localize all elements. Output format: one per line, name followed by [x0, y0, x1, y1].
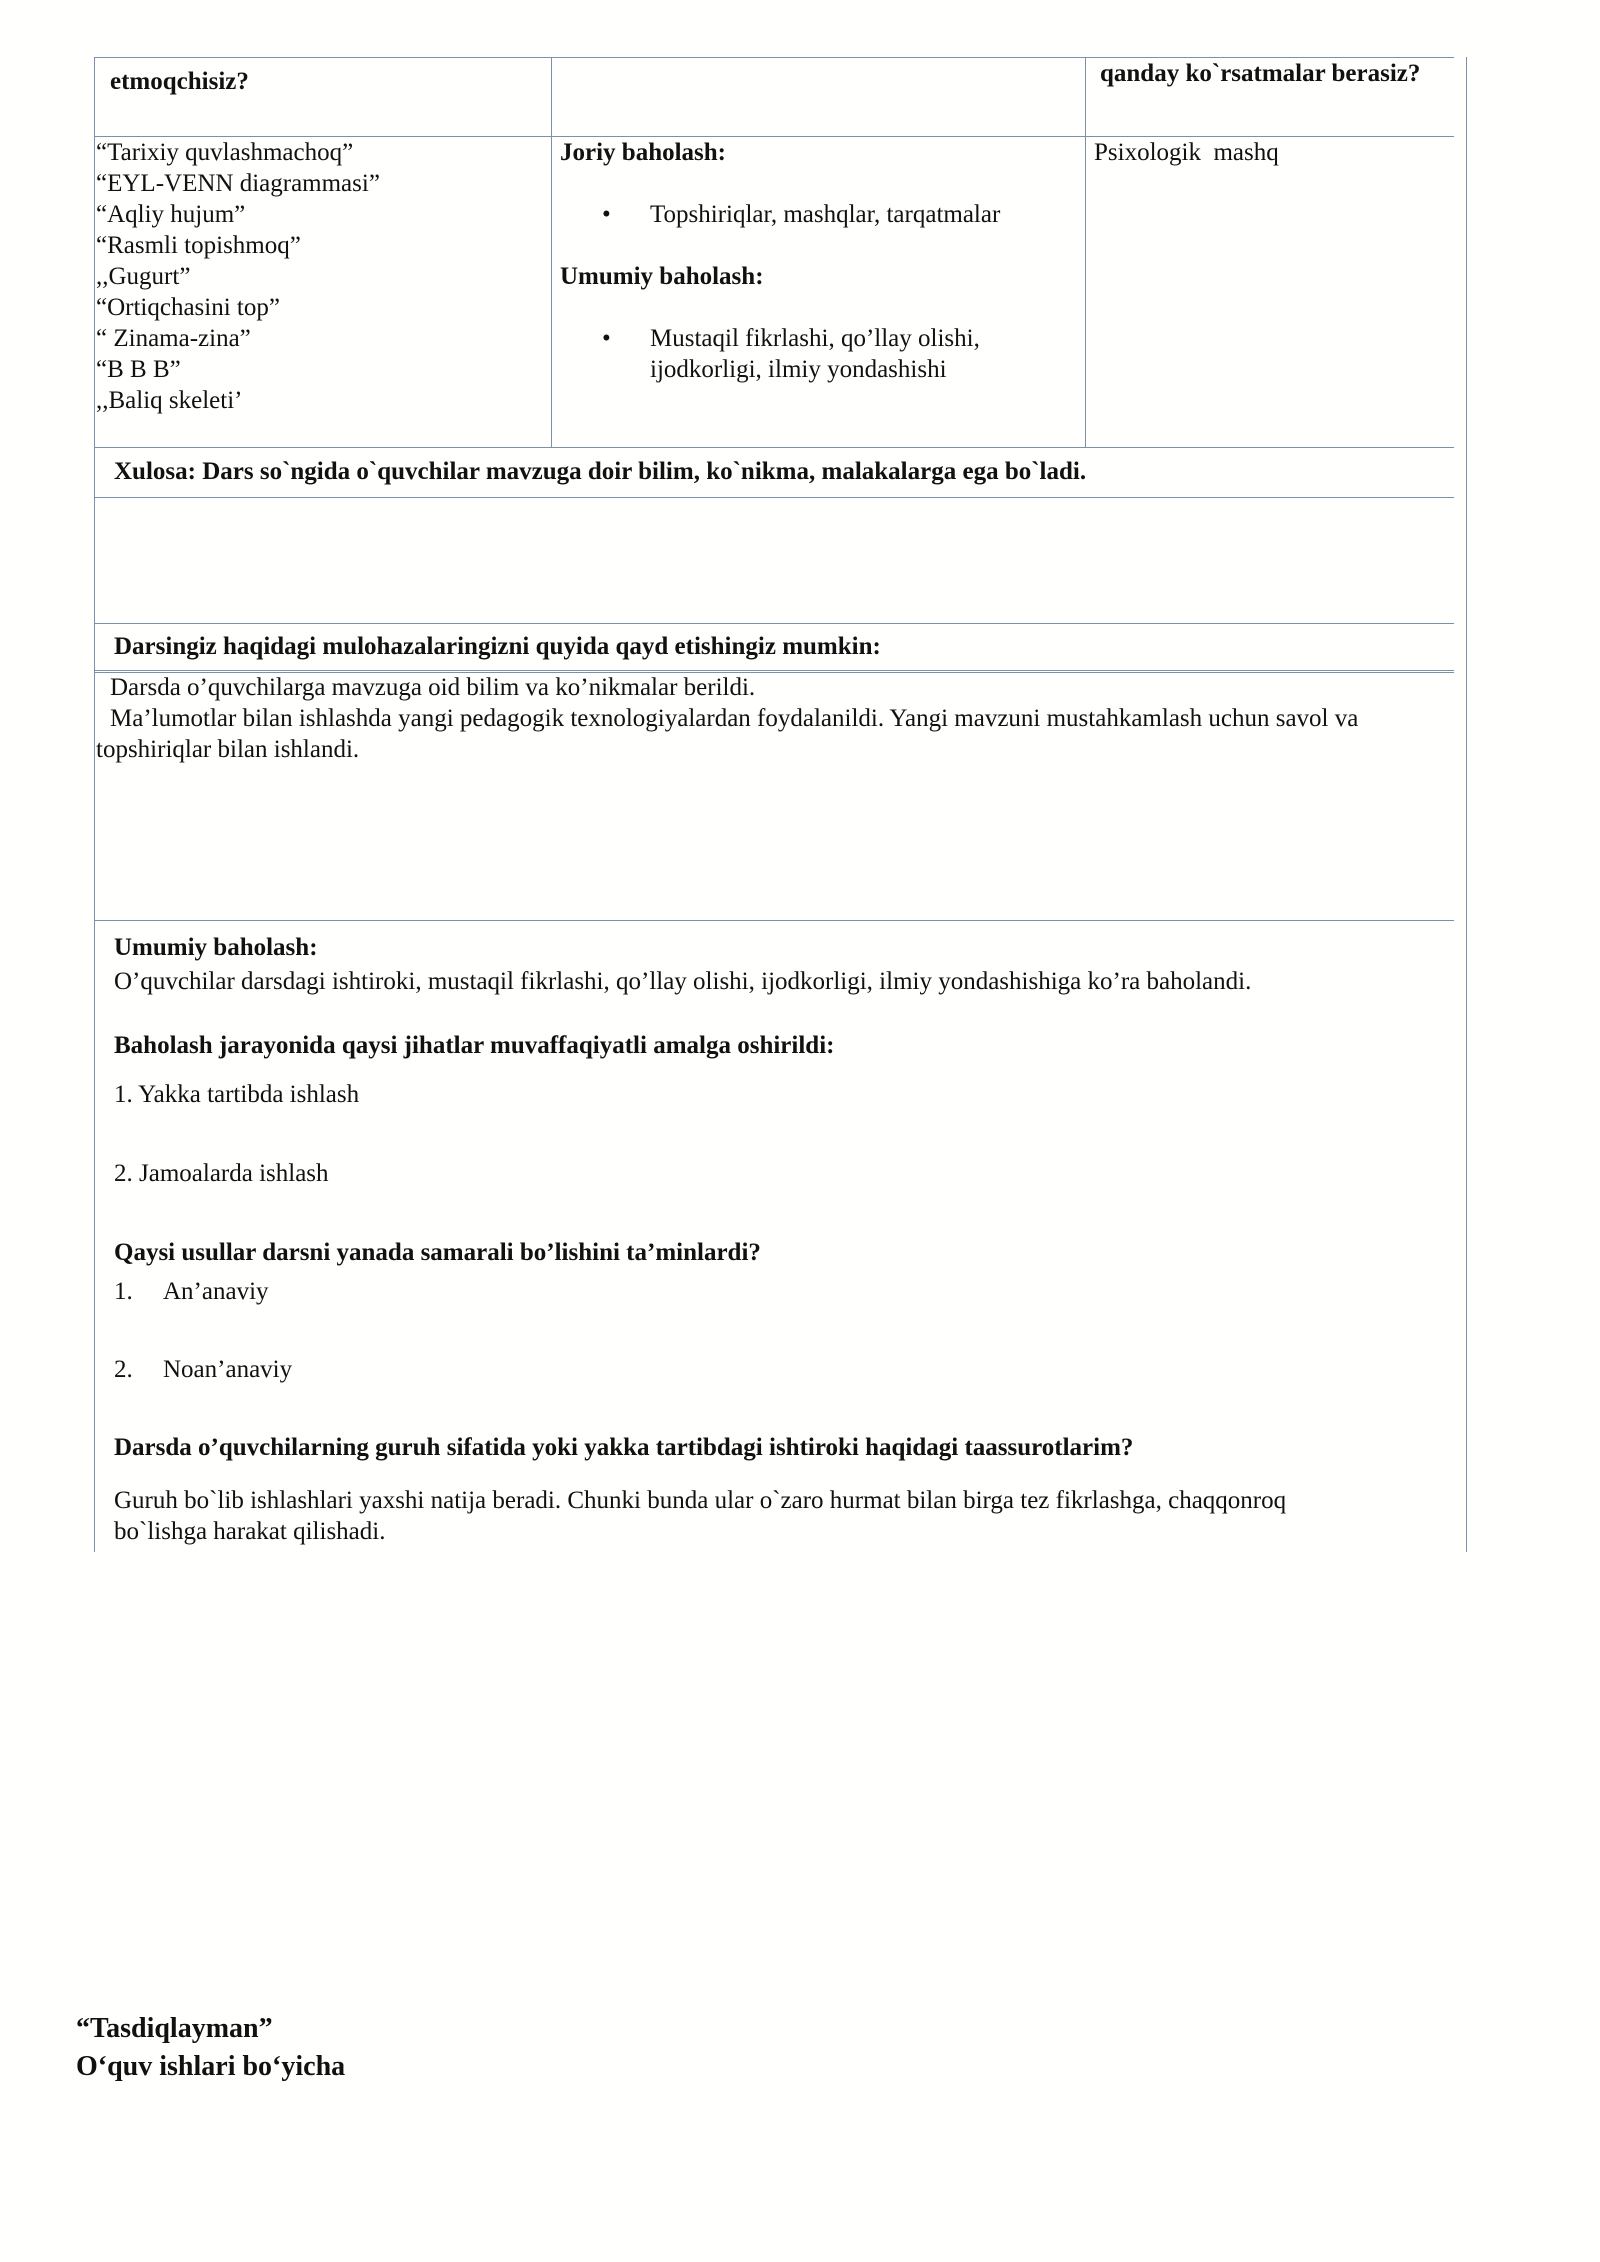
feedback-title: Darsingiz haqidagi mulohazalaringizni quyida qayd etishingiz mumkin: — [114, 633, 881, 660]
impressions-line: bo`lishga harakat qilishadi. — [114, 1518, 386, 1545]
general-assessment-item-line: ijodkorligi, ilmiy yondashishi — [650, 356, 947, 383]
list-item — [560, 323, 1080, 385]
success-item: 2. Jamoalarda ishlash — [114, 1160, 329, 1187]
methods-list — [96, 137, 380, 416]
methods-question-title: Qaysi usullar darsni yanada samarali bo’lishini ta’minlardi? — [114, 1239, 761, 1266]
method-item: “B B B” — [96, 356, 181, 383]
method-item: ,,Gugurt” — [96, 263, 191, 290]
current-assessment-item: Topshiriqlar, mashqlar, tarqatmalar — [650, 201, 1001, 228]
evaluation-title: Umumiy baholash: — [114, 934, 318, 961]
list-number: 1. — [114, 1278, 133, 1305]
method-item: “Aqliy hujum” — [96, 201, 246, 228]
method-item: “ Zinama-zina” — [96, 325, 251, 352]
approval-subtitle: O‘quv ishlari bo‘yicha — [76, 2051, 346, 2082]
methods-answer-label: An’anaviy — [163, 1278, 269, 1305]
bullet-icon: • — [602, 201, 611, 228]
approval-block — [76, 2010, 345, 2086]
evaluation-text: O’quvchilar darsdagi ishtiroki, mustaqil fikrlashi, qo’llay olishi, ijodkorligi, ilmiy yondashishiga ko’ra baholandi. — [114, 968, 1252, 995]
impressions-line: Guruh bo`lib ishlashlari yaxshi natija beradi. Chunki bunda ular o`zaro hurmat bilan birga tez fikrlashga, chaqqonroq — [114, 1487, 1287, 1514]
table-border — [94, 920, 1454, 921]
method-item: “Tarixiy quvlashmachoq” — [96, 139, 354, 166]
conclusion-text: Xulosa: Dars so`ngida o`quvchilar mavzuga doir bilim, ko`nikma, malakalarga ega bo`ladi. — [114, 458, 1087, 485]
method-item: “Ortiqchasini top” — [96, 294, 280, 321]
assessment-cell — [560, 137, 1080, 385]
feedback-line: Darsda o’quvchilarga mavzuga oid bilim va ko’nikmalar berildi. — [110, 674, 756, 701]
feedback-body — [96, 672, 1462, 765]
table-border — [94, 497, 1454, 498]
method-item: “EYL-VENN diagrammasi” — [96, 170, 380, 197]
list-number: 2. — [114, 1356, 133, 1383]
success-item: 1. Yakka tartibda ishlash — [114, 1081, 360, 1108]
feedback-line: topshiriqlar bilan ishlandi. — [96, 736, 360, 763]
table-border — [94, 57, 95, 1552]
table-border — [1085, 57, 1086, 447]
general-assessment-item-line: Mustaqil fikrlashi, qo’llay olishi, — [650, 325, 980, 352]
feedback-line: Ma’lumotlar bilan ishlashda yangi pedagogik texnologiyalardan foydalanildi. Yangi mavzuni mustahkamlash uchun savol va — [110, 705, 1359, 732]
top-row-col3: qanday ko`rsatmalar berasiz? — [1100, 60, 1421, 87]
exercise-cell: Psixologik mashq — [1094, 139, 1279, 166]
current-assessment-title: Joriy baholash: — [560, 139, 727, 166]
table-border — [551, 57, 552, 447]
approval-title: “Tasdiqlayman” — [76, 2013, 273, 2044]
current-assessment-list — [560, 199, 1080, 230]
bullet-icon: • — [602, 325, 611, 352]
evaluation-section — [114, 932, 1454, 1547]
table-border — [94, 623, 1454, 624]
table-border — [94, 670, 1454, 671]
table-border — [94, 447, 1454, 448]
success-title: Baholash jarayonida qaysi jihatlar muvaffaqiyatli amalga oshirildi: — [114, 1032, 835, 1059]
general-assessment-title: Umumiy baholash: — [560, 263, 764, 290]
method-item: ,,Baliq skeleti’ — [96, 387, 243, 414]
list-item — [560, 199, 1080, 230]
impressions-title: Darsda o’quvchilarning guruh sifatida yoki yakka tartibdagi ishtiroki haqidagi taassurotlarim? — [114, 1434, 1134, 1461]
method-item: “Rasmli topishmoq” — [96, 232, 301, 259]
methods-answer-label: Noan’anaviy — [163, 1356, 293, 1383]
top-row-col1: etmoqchisiz? — [110, 68, 249, 95]
general-assessment-list — [560, 323, 1080, 385]
methods-answer-item — [114, 1276, 1454, 1307]
methods-answer-item — [114, 1354, 1454, 1385]
table-border — [1466, 57, 1467, 1552]
